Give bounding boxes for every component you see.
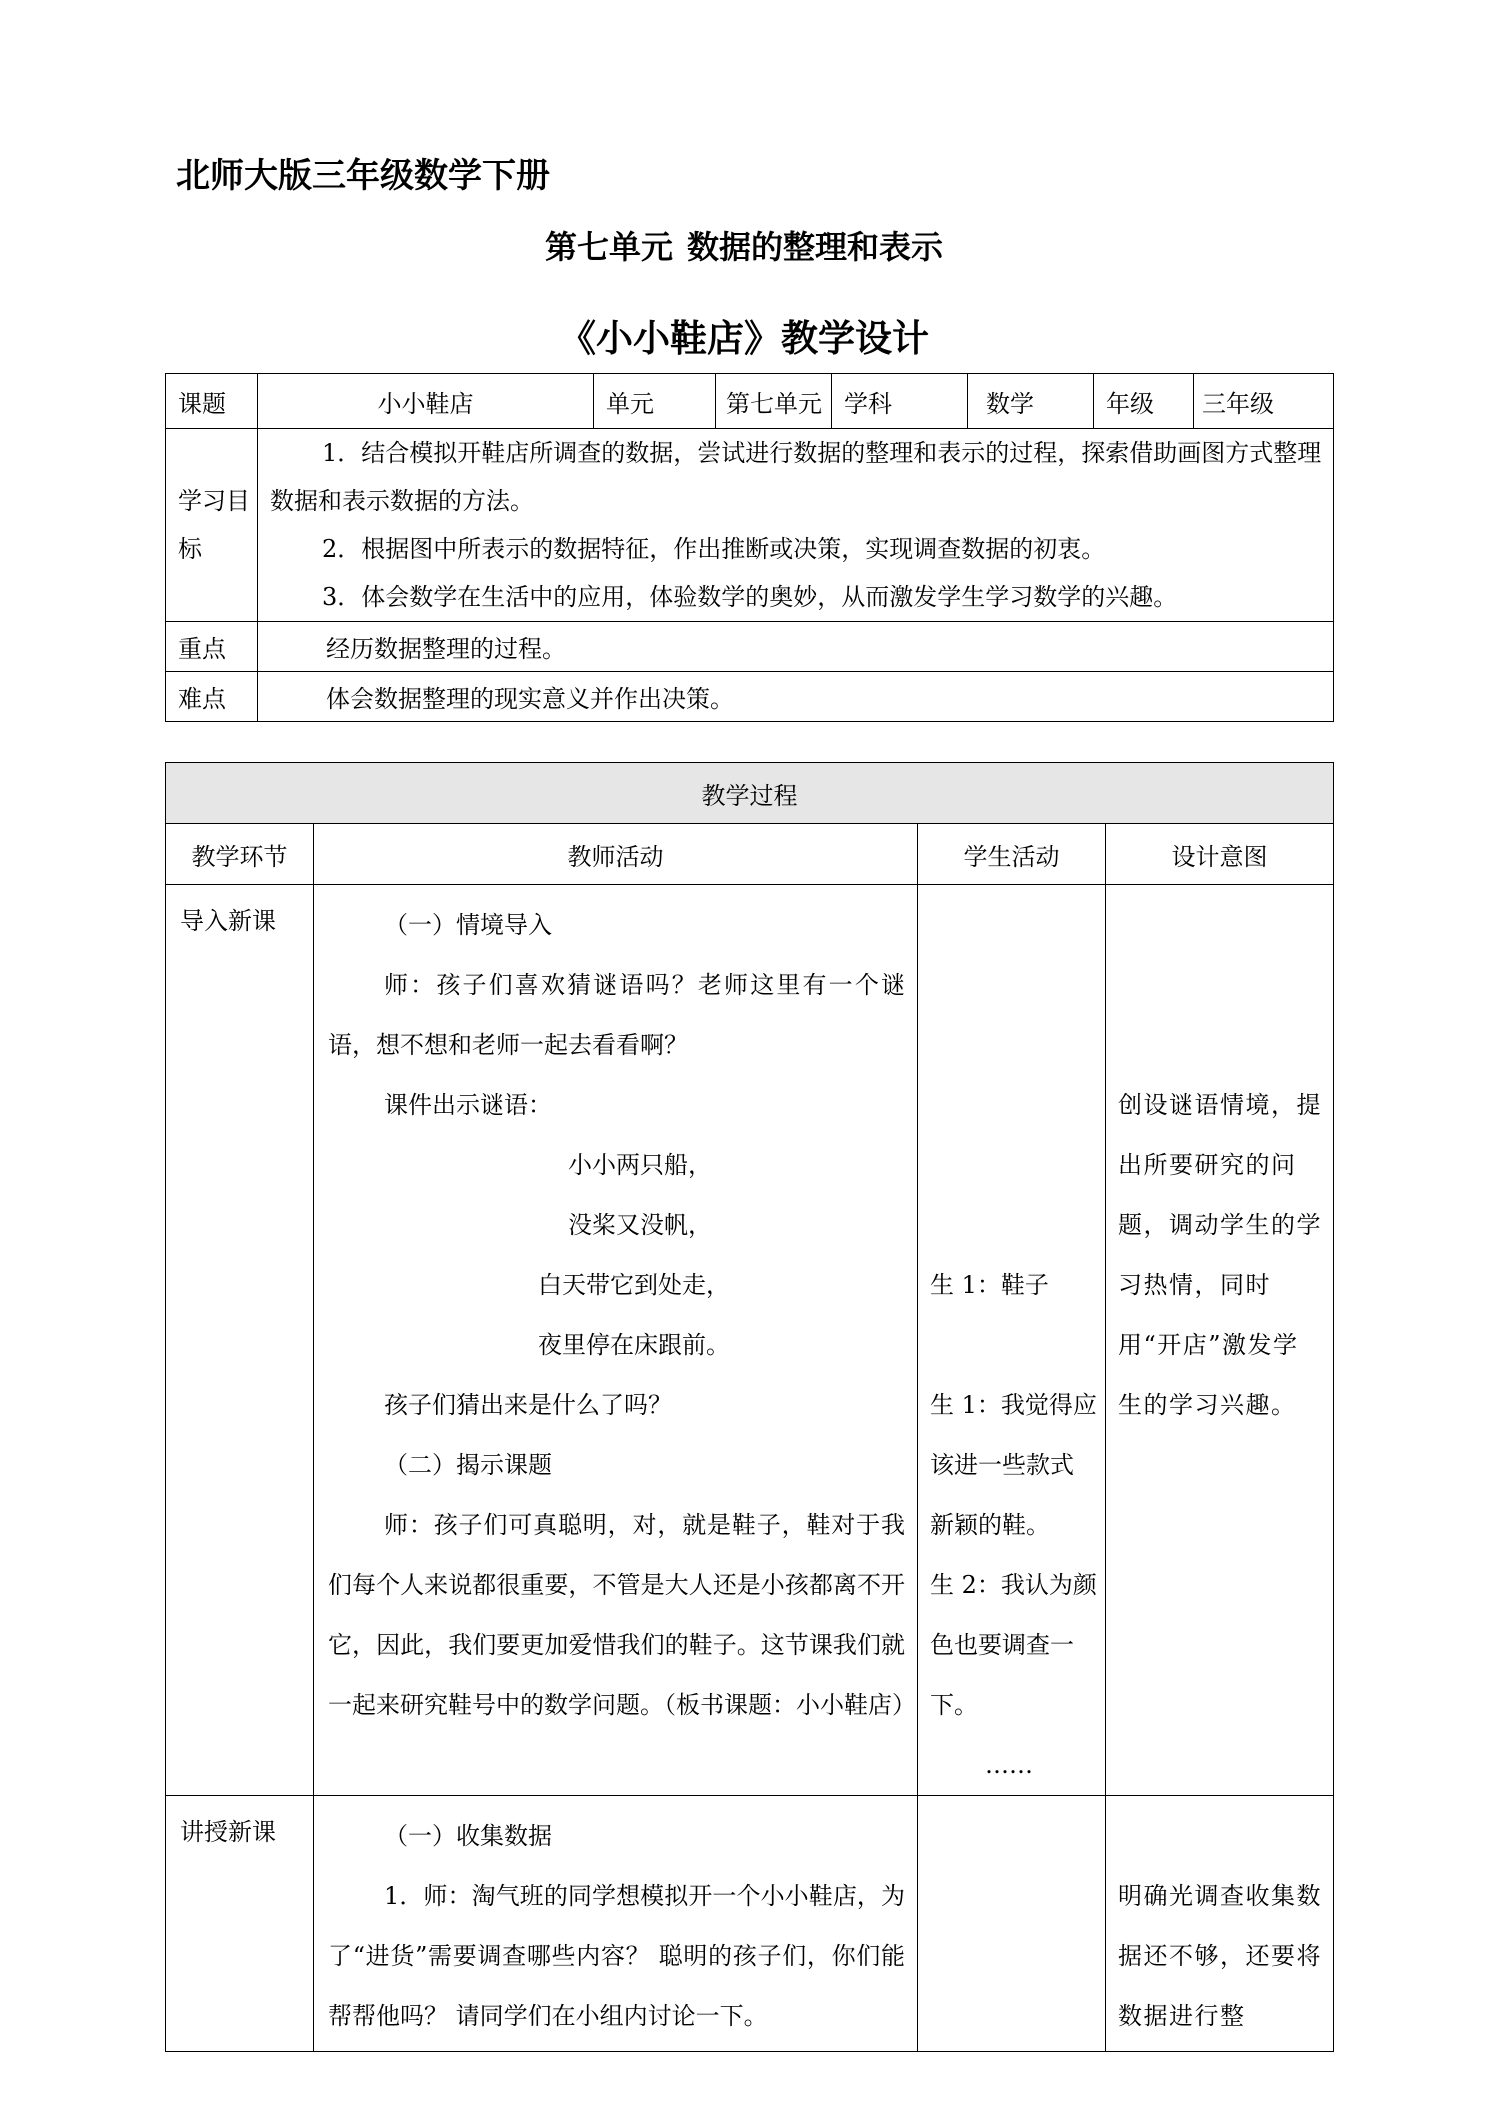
topic-value: 小小鞋店	[258, 374, 594, 429]
intent-text: 创设谜语情境，提出所要研究的问题，调动学生的学习热情，同时用“开店”激发学生的学习兴趣。	[1118, 1091, 1322, 1419]
teacher-line: 师：孩子们可真聪明，对，就是鞋子，鞋对于我们每个人来说都很重要，不管是大人还是小孩都离不开它，因此，我们要更加爱惜我们的鞋子。这节课我们就一起来研究鞋号中的数学问题。（板书课题：小小鞋店）	[328, 1511, 916, 1719]
goal-3: 3．体会数学在生活中的应用，体验数学的奥妙，从而激发学生学习数学的兴趣。	[322, 583, 1178, 611]
student-activity-intro	[918, 885, 1106, 1796]
col-header-teacher: 教师活动	[314, 824, 918, 885]
unit-topic: 数据的整理和表示	[687, 228, 944, 266]
key-value: 经历数据整理的过程。	[258, 622, 1334, 672]
teacher-activity-intro	[314, 885, 918, 1796]
teacher-activity-new	[314, 1796, 918, 2052]
label-grade: 年级	[1094, 374, 1194, 429]
student-activity-new	[918, 1796, 1106, 2052]
col-header-student: 学生活动	[918, 824, 1106, 885]
label-key: 重点	[166, 622, 258, 672]
teacher-line: 课件出示谜语：	[384, 1091, 552, 1119]
label-difficult: 难点	[166, 672, 258, 722]
riddle-line: 没桨又没帆，	[568, 1211, 712, 1239]
design-intent-intro	[1106, 885, 1334, 1796]
process-title: 教学过程	[166, 763, 1334, 824]
lesson-title: 《小小鞋店》教学设计	[559, 317, 929, 360]
riddle-line: 白天带它到处走，	[538, 1271, 730, 1299]
unit-value: 第七单元	[716, 374, 832, 429]
student-line: 生 1：我觉得应该进一些款式新颖的鞋。	[930, 1391, 1097, 1539]
book-title: 北师大版三年级数学下册	[176, 156, 550, 196]
col-header-stage: 教学环节	[166, 824, 314, 885]
student-line: 生 1：鞋子	[930, 1271, 1049, 1299]
stage-intro: 导入新课	[166, 885, 314, 1796]
teaching-process-table	[165, 762, 1334, 2052]
unit-title: 第七单元	[544, 228, 673, 266]
riddle-line: 夜里停在床跟前。	[538, 1331, 730, 1359]
label-unit: 单元	[594, 374, 716, 429]
stage-new-lesson: 讲授新课	[166, 1796, 314, 2052]
grade-value: 三年级	[1194, 374, 1334, 429]
riddle-line: 小小两只船，	[568, 1151, 712, 1179]
label-subject: 学科	[832, 374, 968, 429]
goals-cell	[258, 429, 1334, 622]
teacher-line: （一）情境导入	[384, 911, 552, 939]
lesson-info-table	[165, 373, 1334, 722]
teacher-line: 师：孩子们喜欢猜谜语吗？老师这里有一个谜语，想不想和老师一起去看看啊？	[328, 971, 905, 1059]
teacher-line: 1．师：淘气班的同学想模拟开一个小小鞋店，为了“进货”需要调查哪些内容？ 聪明的孩子们，你们能帮帮他吗？ 请同学们在小组内讨论一下。	[328, 1882, 905, 2030]
goal-2: 2．根据图中所表示的数据特征，作出推断或决策，实现调查数据的初衷。	[322, 535, 1106, 563]
subject-value: 数学	[968, 374, 1094, 429]
teacher-line: （一）收集数据	[384, 1822, 552, 1850]
unit-heading	[0, 222, 1488, 268]
col-header-intent: 设计意图	[1106, 824, 1334, 885]
goal-1: 1．结合模拟开鞋店所调查的数据，尝试进行数据的整理和表示的过程，探索借助画图方式整理数据和表示数据的方法。	[270, 439, 1322, 515]
teacher-line: 孩子们猜出来是什么了吗？	[384, 1391, 672, 1419]
teacher-line: （二）揭示课题	[384, 1451, 552, 1479]
student-line: 生 2：我认为颜色也要调查一下。	[930, 1571, 1097, 1719]
intent-text: 明确光调查收集数据还不够，还要将数据进行整	[1118, 1882, 1322, 2030]
student-line: ……	[985, 1751, 1033, 1779]
label-topic: 课题	[166, 374, 258, 429]
label-goals: 学习目标	[166, 429, 258, 622]
design-intent-new	[1106, 1796, 1334, 2052]
difficult-value: 体会数据整理的现实意义并作出决策。	[258, 672, 1334, 722]
